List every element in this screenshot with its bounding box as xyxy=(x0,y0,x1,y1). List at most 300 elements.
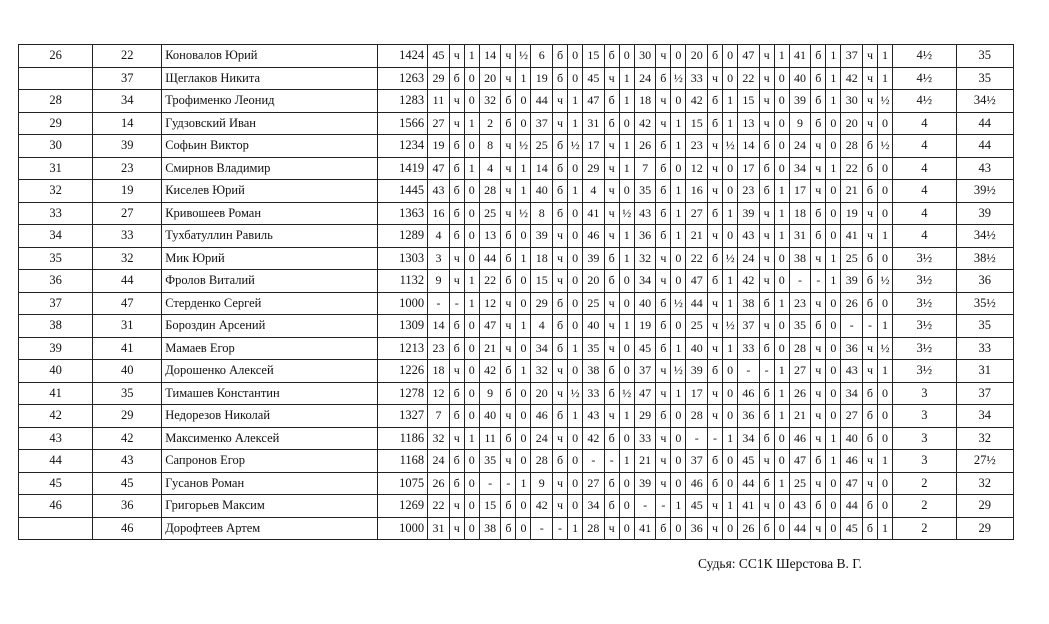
result-cell: 0 xyxy=(619,337,634,360)
table-row xyxy=(19,495,1014,518)
opponent-cell: 34 xyxy=(841,382,863,405)
opponent-cell: 27 xyxy=(789,360,811,383)
result-cell: 1 xyxy=(826,157,841,180)
result-cell: 1 xyxy=(774,292,789,315)
color-cell: б xyxy=(862,135,877,158)
start-number-cell: 14 xyxy=(93,112,162,135)
color-cell: ч xyxy=(707,225,722,248)
color-cell: б xyxy=(656,180,671,203)
color-cell: - xyxy=(811,270,826,293)
result-cell: ½ xyxy=(619,202,634,225)
result-cell: 1 xyxy=(464,112,479,135)
opponent-cell: 38 xyxy=(789,247,811,270)
opponent-cell: 15 xyxy=(738,90,760,113)
color-cell: б xyxy=(862,495,877,518)
result-cell: 1 xyxy=(516,247,531,270)
result-cell: 0 xyxy=(464,517,479,540)
opponent-cell: 20 xyxy=(479,67,501,90)
rating-cell: 1445 xyxy=(377,180,428,203)
result-cell: 1 xyxy=(878,450,893,473)
result-cell: 1 xyxy=(826,67,841,90)
color-cell: ч xyxy=(449,360,464,383)
table-row xyxy=(19,90,1014,113)
start-number-cell: 32 xyxy=(93,247,162,270)
color-cell: б xyxy=(604,112,619,135)
result-cell: 0 xyxy=(774,90,789,113)
start-number-cell: 33 xyxy=(93,225,162,248)
result-cell: 0 xyxy=(568,495,583,518)
player-name-cell: Дорофтеев Артем xyxy=(162,517,377,540)
result-cell: 0 xyxy=(723,45,738,68)
color-cell: - xyxy=(656,495,671,518)
color-cell: ч xyxy=(604,337,619,360)
result-cell: 1 xyxy=(826,45,841,68)
opponent-cell: 28 xyxy=(531,450,553,473)
result-cell: 1 xyxy=(723,90,738,113)
color-cell: б xyxy=(501,495,516,518)
opponent-cell: 11 xyxy=(428,90,450,113)
points-cell: 3½ xyxy=(893,247,957,270)
color-cell: б xyxy=(604,382,619,405)
color-cell: ч xyxy=(604,202,619,225)
opponent-cell: 13 xyxy=(738,112,760,135)
color-cell: б xyxy=(811,202,826,225)
color-cell: б xyxy=(656,135,671,158)
table-row xyxy=(19,337,1014,360)
color-cell: ч xyxy=(811,360,826,383)
opponent-cell: 37 xyxy=(841,45,863,68)
color-cell: б xyxy=(501,382,516,405)
opponent-cell: 47 xyxy=(686,270,708,293)
result-cell: ½ xyxy=(568,382,583,405)
buchholz-cell: 38½ xyxy=(956,247,1013,270)
opponent-cell: 39 xyxy=(686,360,708,383)
color-cell: б xyxy=(604,45,619,68)
color-cell: б xyxy=(759,337,774,360)
place-cell: 29 xyxy=(19,112,93,135)
color-cell: б xyxy=(553,292,568,315)
opponent-cell: 43 xyxy=(634,202,656,225)
result-cell: 1 xyxy=(774,202,789,225)
result-cell: 1 xyxy=(464,45,479,68)
result-cell: 0 xyxy=(671,472,686,495)
color-cell: ч xyxy=(707,157,722,180)
opponent-cell: 14 xyxy=(479,45,501,68)
result-cell: 0 xyxy=(826,360,841,383)
buchholz-cell: 37 xyxy=(956,382,1013,405)
result-cell: ½ xyxy=(619,382,634,405)
result-cell: 1 xyxy=(619,450,634,473)
color-cell: ч xyxy=(656,90,671,113)
opponent-cell: 21 xyxy=(634,450,656,473)
rating-cell: 1213 xyxy=(377,337,428,360)
table-row xyxy=(19,202,1014,225)
color-cell: б xyxy=(759,472,774,495)
result-cell: 1 xyxy=(568,405,583,428)
result-cell: 0 xyxy=(568,450,583,473)
color-cell: б xyxy=(656,315,671,338)
place-cell: 37 xyxy=(19,292,93,315)
rating-cell: 1309 xyxy=(377,315,428,338)
color-cell: ч xyxy=(553,382,568,405)
table-row xyxy=(19,472,1014,495)
opponent-cell: 30 xyxy=(841,90,863,113)
result-cell: ½ xyxy=(671,292,686,315)
opponent-cell: 36 xyxy=(634,225,656,248)
result-cell: 1 xyxy=(774,360,789,383)
opponent-cell: 24 xyxy=(531,427,553,450)
opponent-cell: 27 xyxy=(583,472,605,495)
points-cell: 3½ xyxy=(893,270,957,293)
result-cell: 0 xyxy=(568,292,583,315)
color-cell: б xyxy=(862,427,877,450)
place-cell: 34 xyxy=(19,225,93,248)
result-cell: 0 xyxy=(671,157,686,180)
result-cell: 1 xyxy=(516,472,531,495)
opponent-cell: 4 xyxy=(531,315,553,338)
result-cell: 0 xyxy=(878,382,893,405)
rating-cell: 1186 xyxy=(377,427,428,450)
points-cell: 2 xyxy=(893,495,957,518)
color-cell: ч xyxy=(862,45,877,68)
color-cell: ч xyxy=(862,337,877,360)
color-cell: ч xyxy=(604,517,619,540)
place-cell: 41 xyxy=(19,382,93,405)
opponent-cell: 16 xyxy=(686,180,708,203)
result-cell: 0 xyxy=(826,135,841,158)
opponent-cell: 25 xyxy=(479,202,501,225)
result-cell: 0 xyxy=(826,472,841,495)
opponent-cell: 22 xyxy=(738,67,760,90)
points-cell: 3½ xyxy=(893,292,957,315)
opponent-cell: 27 xyxy=(428,112,450,135)
result-cell: 0 xyxy=(516,405,531,428)
result-cell: 0 xyxy=(723,382,738,405)
color-cell: б xyxy=(759,405,774,428)
buchholz-cell: 35½ xyxy=(956,292,1013,315)
place-cell: 42 xyxy=(19,405,93,428)
points-cell: 3½ xyxy=(893,337,957,360)
result-cell: 0 xyxy=(568,67,583,90)
player-name-cell: Григорьев Максим xyxy=(162,495,377,518)
result-cell: ½ xyxy=(671,360,686,383)
color-cell: ч xyxy=(604,157,619,180)
color-cell: б xyxy=(707,450,722,473)
result-cell: 1 xyxy=(516,157,531,180)
color-cell: - xyxy=(604,450,619,473)
opponent-cell: 40 xyxy=(686,337,708,360)
result-cell: 1 xyxy=(464,270,479,293)
result-cell: 0 xyxy=(516,292,531,315)
opponent-cell: - xyxy=(738,360,760,383)
player-name-cell: Гусанов Роман xyxy=(162,472,377,495)
opponent-cell: 23 xyxy=(686,135,708,158)
result-cell: 0 xyxy=(774,157,789,180)
points-cell: 4½ xyxy=(893,67,957,90)
color-cell: б xyxy=(656,337,671,360)
result-cell: 0 xyxy=(878,180,893,203)
color-cell: ч xyxy=(656,427,671,450)
opponent-cell: 33 xyxy=(686,67,708,90)
result-cell: 0 xyxy=(671,270,686,293)
result-cell: 1 xyxy=(723,495,738,518)
start-number-cell: 46 xyxy=(93,517,162,540)
player-name-cell: Фролов Виталий xyxy=(162,270,377,293)
table-row xyxy=(19,112,1014,135)
color-cell: - xyxy=(707,427,722,450)
color-cell: б xyxy=(501,247,516,270)
opponent-cell: 29 xyxy=(583,157,605,180)
result-cell: 0 xyxy=(568,427,583,450)
opponent-cell: 3 xyxy=(428,247,450,270)
color-cell: - xyxy=(759,360,774,383)
points-cell: 4 xyxy=(893,157,957,180)
color-cell: б xyxy=(604,247,619,270)
table-row xyxy=(19,315,1014,338)
table-row xyxy=(19,517,1014,540)
color-cell: б xyxy=(862,405,877,428)
color-cell: ч xyxy=(501,315,516,338)
result-cell: 0 xyxy=(619,495,634,518)
start-number-cell: 43 xyxy=(93,450,162,473)
color-cell: б xyxy=(656,202,671,225)
opponent-cell: - xyxy=(841,315,863,338)
result-cell: ½ xyxy=(878,90,893,113)
color-cell: ч xyxy=(604,135,619,158)
opponent-cell: 15 xyxy=(583,45,605,68)
color-cell: ч xyxy=(862,225,877,248)
color-cell: б xyxy=(449,180,464,203)
player-name-cell: Дорошенко Алексей xyxy=(162,360,377,383)
opponent-cell: 45 xyxy=(738,450,760,473)
color-cell: ч xyxy=(604,67,619,90)
result-cell: 0 xyxy=(671,517,686,540)
opponent-cell: 39 xyxy=(583,247,605,270)
color-cell: ч xyxy=(604,225,619,248)
result-cell: 0 xyxy=(619,292,634,315)
opponent-cell: 28 xyxy=(583,517,605,540)
table-row xyxy=(19,382,1014,405)
player-name-cell: Бороздин Арсений xyxy=(162,315,377,338)
result-cell: 0 xyxy=(878,112,893,135)
result-cell: 0 xyxy=(619,45,634,68)
result-cell: 0 xyxy=(464,495,479,518)
color-cell: ч xyxy=(811,382,826,405)
result-cell: 0 xyxy=(774,315,789,338)
result-cell: 0 xyxy=(774,270,789,293)
result-cell: 1 xyxy=(671,112,686,135)
buchholz-cell: 36 xyxy=(956,270,1013,293)
opponent-cell: - xyxy=(789,270,811,293)
result-cell: 0 xyxy=(619,360,634,383)
result-cell: 0 xyxy=(516,337,531,360)
result-cell: 0 xyxy=(464,135,479,158)
color-cell: б xyxy=(811,112,826,135)
result-cell: 1 xyxy=(464,157,479,180)
opponent-cell: 20 xyxy=(531,382,553,405)
result-cell: 0 xyxy=(671,450,686,473)
color-cell: б xyxy=(553,202,568,225)
result-cell: 1 xyxy=(568,112,583,135)
opponent-cell: 8 xyxy=(479,135,501,158)
opponent-cell: 44 xyxy=(686,292,708,315)
start-number-cell: 22 xyxy=(93,45,162,68)
opponent-cell: 43 xyxy=(738,225,760,248)
opponent-cell: 18 xyxy=(789,202,811,225)
opponent-cell: 42 xyxy=(583,427,605,450)
opponent-cell: 42 xyxy=(841,67,863,90)
place-cell: 26 xyxy=(19,45,93,68)
place-cell: 31 xyxy=(19,157,93,180)
color-cell: ч xyxy=(707,382,722,405)
buchholz-cell: 33 xyxy=(956,337,1013,360)
opponent-cell: 35 xyxy=(634,180,656,203)
points-cell: 3 xyxy=(893,405,957,428)
table-row xyxy=(19,157,1014,180)
result-cell: 0 xyxy=(723,472,738,495)
result-cell: 1 xyxy=(516,315,531,338)
opponent-cell: - xyxy=(686,427,708,450)
color-cell: б xyxy=(811,450,826,473)
rating-cell: 1303 xyxy=(377,247,428,270)
result-cell: 0 xyxy=(568,270,583,293)
result-cell: 1 xyxy=(723,270,738,293)
result-cell: 0 xyxy=(723,517,738,540)
result-cell: 1 xyxy=(568,180,583,203)
result-cell: ½ xyxy=(516,45,531,68)
opponent-cell: 36 xyxy=(738,405,760,428)
place-cell: 30 xyxy=(19,135,93,158)
result-cell: 1 xyxy=(878,45,893,68)
color-cell: ч xyxy=(656,45,671,68)
result-cell: 1 xyxy=(878,225,893,248)
opponent-cell: 45 xyxy=(428,45,450,68)
color-cell: ч xyxy=(656,112,671,135)
standings-rows xyxy=(19,45,1014,540)
points-cell: 3 xyxy=(893,427,957,450)
opponent-cell: 24 xyxy=(738,247,760,270)
opponent-cell: 26 xyxy=(789,382,811,405)
opponent-cell: 25 xyxy=(531,135,553,158)
opponent-cell: 26 xyxy=(634,135,656,158)
color-cell: б xyxy=(656,405,671,428)
result-cell: ½ xyxy=(516,135,531,158)
opponent-cell: 9 xyxy=(531,472,553,495)
buchholz-cell: 32 xyxy=(956,427,1013,450)
opponent-cell: - xyxy=(479,472,501,495)
color-cell: б xyxy=(811,90,826,113)
opponent-cell: 6 xyxy=(531,45,553,68)
color-cell: ч xyxy=(862,67,877,90)
result-cell: 1 xyxy=(671,495,686,518)
opponent-cell: 43 xyxy=(428,180,450,203)
opponent-cell: 29 xyxy=(634,405,656,428)
opponent-cell: 39 xyxy=(531,225,553,248)
opponent-cell: 17 xyxy=(789,180,811,203)
opponent-cell: 26 xyxy=(841,292,863,315)
result-cell: ½ xyxy=(723,315,738,338)
opponent-cell: 9 xyxy=(479,382,501,405)
result-cell: 1 xyxy=(619,135,634,158)
opponent-cell: 32 xyxy=(479,90,501,113)
result-cell: 1 xyxy=(878,360,893,383)
color-cell: ч xyxy=(553,270,568,293)
result-cell: 1 xyxy=(826,427,841,450)
color-cell: ч xyxy=(862,360,877,383)
color-cell: ч xyxy=(759,112,774,135)
place-cell: 39 xyxy=(19,337,93,360)
opponent-cell: 36 xyxy=(686,517,708,540)
color-cell: ч xyxy=(501,202,516,225)
color-cell: ч xyxy=(553,112,568,135)
result-cell: 0 xyxy=(774,517,789,540)
result-cell: 0 xyxy=(568,247,583,270)
result-cell: 0 xyxy=(464,180,479,203)
color-cell: ч xyxy=(862,90,877,113)
result-cell: 0 xyxy=(723,405,738,428)
result-cell: ½ xyxy=(878,337,893,360)
buchholz-cell: 29 xyxy=(956,517,1013,540)
result-cell: 0 xyxy=(826,225,841,248)
opponent-cell: 43 xyxy=(841,360,863,383)
color-cell: ч xyxy=(811,180,826,203)
color-cell: ч xyxy=(553,90,568,113)
result-cell: 0 xyxy=(568,225,583,248)
opponent-cell: 4 xyxy=(428,225,450,248)
player-name-cell: Максименко Алексей xyxy=(162,427,377,450)
place-cell xyxy=(19,67,93,90)
color-cell: б xyxy=(449,337,464,360)
buchholz-cell: 34½ xyxy=(956,90,1013,113)
result-cell: 0 xyxy=(516,427,531,450)
buchholz-cell: 39 xyxy=(956,202,1013,225)
opponent-cell: 42 xyxy=(634,112,656,135)
opponent-cell: 7 xyxy=(634,157,656,180)
color-cell: ч xyxy=(553,247,568,270)
opponent-cell: 46 xyxy=(686,472,708,495)
opponent-cell: - xyxy=(428,292,450,315)
result-cell: 1 xyxy=(826,247,841,270)
opponent-cell: 46 xyxy=(531,405,553,428)
start-number-cell: 36 xyxy=(93,495,162,518)
opponent-cell: 31 xyxy=(583,112,605,135)
opponent-cell: 19 xyxy=(841,202,863,225)
points-cell: 4 xyxy=(893,225,957,248)
buchholz-cell: 43 xyxy=(956,157,1013,180)
result-cell: 1 xyxy=(619,315,634,338)
opponent-cell: 14 xyxy=(738,135,760,158)
color-cell: б xyxy=(449,67,464,90)
color-cell: ч xyxy=(656,247,671,270)
color-cell: ч xyxy=(501,67,516,90)
result-cell: 0 xyxy=(464,202,479,225)
result-cell: 0 xyxy=(774,337,789,360)
opponent-cell: 28 xyxy=(841,135,863,158)
player-name-cell: Мик Юрий xyxy=(162,247,377,270)
opponent-cell: 41 xyxy=(583,202,605,225)
opponent-cell: 9 xyxy=(789,112,811,135)
rating-cell: 1132 xyxy=(377,270,428,293)
color-cell: б xyxy=(707,247,722,270)
rating-cell: 1000 xyxy=(377,292,428,315)
points-cell: 3 xyxy=(893,382,957,405)
result-cell: 0 xyxy=(878,157,893,180)
start-number-cell: 23 xyxy=(93,157,162,180)
result-cell: 0 xyxy=(878,495,893,518)
points-cell: 4 xyxy=(893,135,957,158)
result-cell: 1 xyxy=(774,382,789,405)
opponent-cell: 23 xyxy=(428,337,450,360)
